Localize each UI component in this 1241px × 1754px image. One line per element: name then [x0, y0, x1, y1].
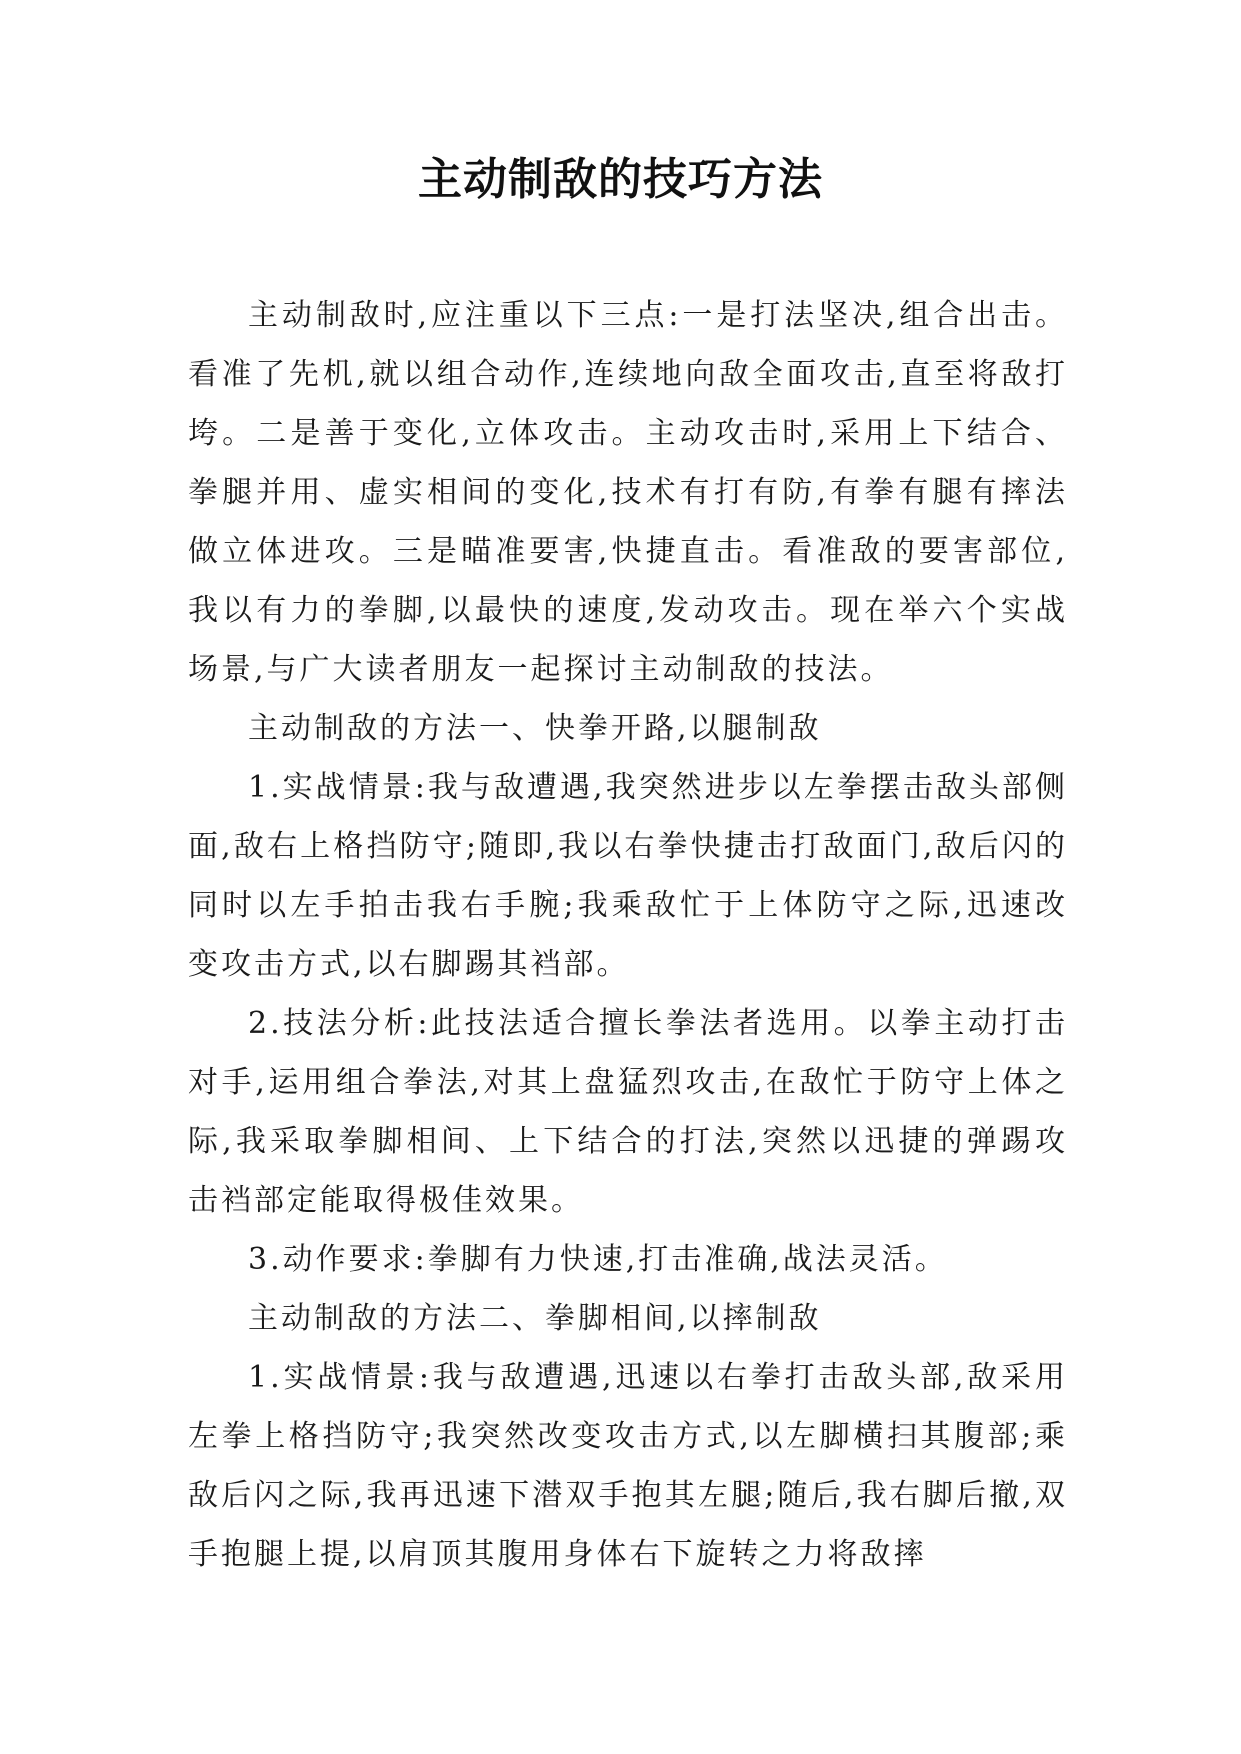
paragraph-method-1-scenario: 1.实战情景:我与敌遭遇,我突然进步以左拳摆击敌头部侧面,敌右上格挡防守;随即,我以右拳快捷击打敌面门,敌后闪的同时以左手拍击我右手腕;我乘敌忙于上体防守之际,迅速改变攻击方式,以右脚踢其裆部。 [188, 770, 1068, 982]
paragraph-intro: 主动制敌时,应注重以下三点:一是打法坚决,组合出击。看准了先机,就以组合动作,连续地向敌全面攻击,直至将敌打垮。二是善于变化,立体攻击。主动攻击时,采用上下结合、拳腿并用、虚实相间的变化,技术有打有防,有拳有腿有摔法做立体进攻。三是瞄准要害,快捷直击。看准敌的要害部位,我以有力的拳脚,以最快的速度,发动攻击。现在举六个实战场景,与广大读者朋友一起探讨主动制敌的技法。 [188, 298, 1068, 687]
paragraph-method-1-requirements: 3.动作要求:拳脚有力快速,打击准确,战法灵活。 [248, 1242, 948, 1277]
document-body [188, 286, 1068, 1584]
section-heading-method-1: 主动制敌的方法一、快拳开路,以腿制敌 [248, 711, 822, 746]
section-heading-method-2: 主动制敌的方法二、拳脚相间,以摔制敌 [248, 1301, 822, 1336]
paragraph-method-2-scenario: 1.实战情景:我与敌遭遇,迅速以右拳打击敌头部,敌采用左拳上格挡防守;我突然改变攻击方式,以左脚横扫其腹部;乘敌后闪之际,我再迅速下潜双手抱其左腿;随后,我右脚后撤,双手抱腿上提,以肩顶其腹用身体右下旋转之力将敌摔 [188, 1360, 1068, 1572]
document-title: 主动制敌的技巧方法 [418, 154, 823, 205]
paragraph-method-1-analysis: 2.技法分析:此技法适合擅长拳法者选用。以拳主动打击对手,运用组合拳法,对其上盘猛烈攻击,在敌忙于防守上体之际,我采取拳脚相间、上下结合的打法,突然以迅捷的弹踢攻击裆部定能取得极佳效果。 [188, 1006, 1068, 1218]
